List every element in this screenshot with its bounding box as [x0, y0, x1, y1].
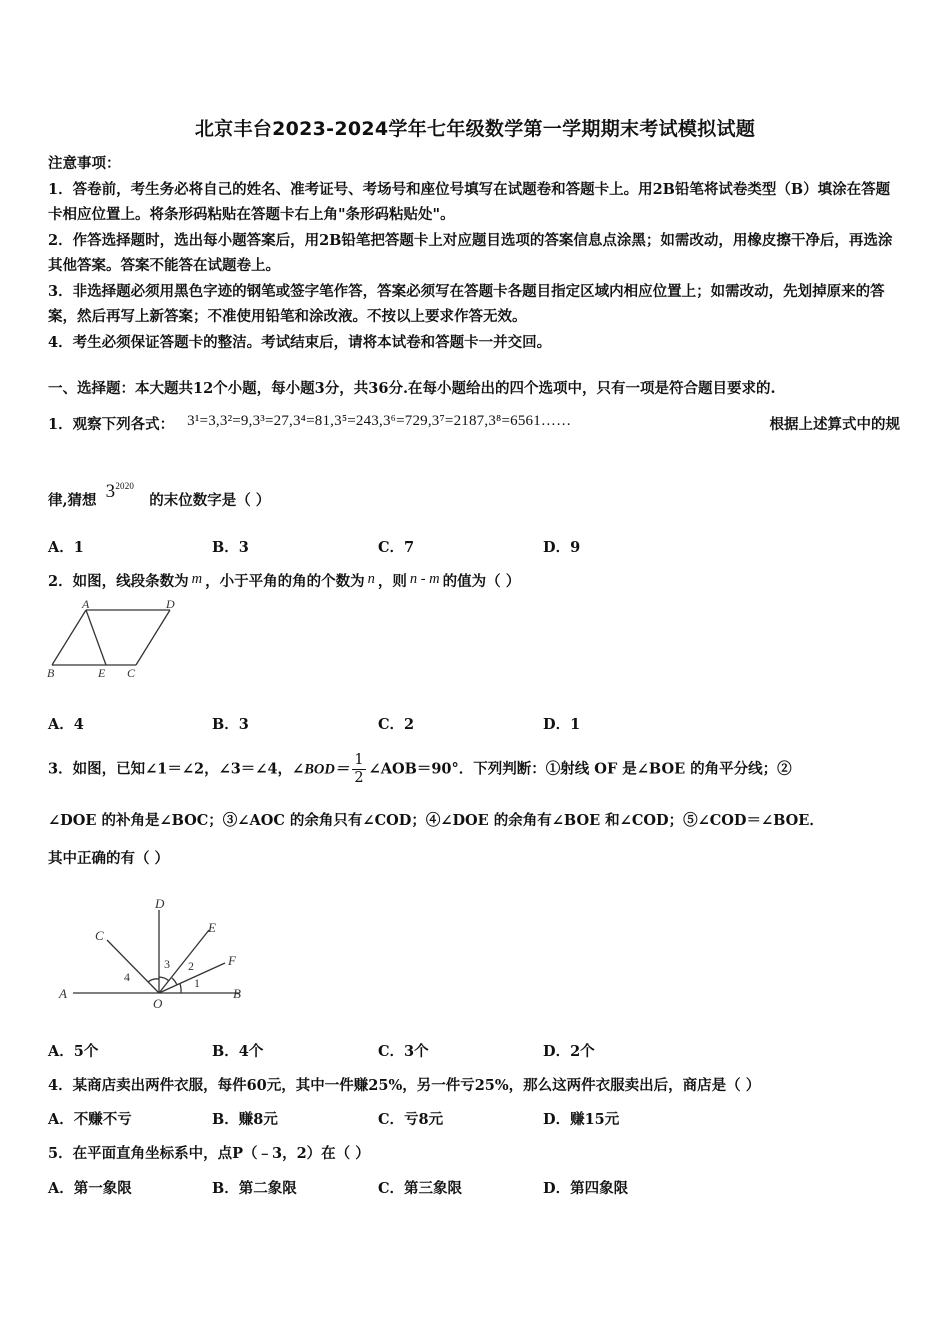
q3-option-a[interactable]: A．5个 — [48, 1043, 99, 1060]
question-5-text: 5．在平面直角坐标系中，点P（﹣3，2）在（ ） — [48, 1145, 370, 1162]
q1-option-c[interactable]: C．7 — [378, 539, 415, 556]
q2-part-1: 2．如图，线段条数为 — [48, 573, 189, 590]
q1-formula: 3¹=3,3²=9,3³=27,3⁴=81,3⁵=243,3⁶=729,3⁷=2187,3⁸=6561…… — [187, 413, 572, 429]
q1-power-exponent: 2020 — [115, 481, 135, 492]
q1-line2-prefix: 律,猜想 — [48, 492, 97, 509]
q3-angle-label-4: 4 — [124, 970, 130, 984]
notice-section — [48, 151, 900, 355]
q3-option-d[interactable]: D．2个 — [543, 1043, 595, 1060]
notice-item-3: 3．非选择题必须用黑色字迹的钢笔或签字笔作答，答案必须写在答题卡各题目指定区域内相应位置上；如需改动，先划掉原来的答案，然后再写上新答案；不准使用铅笔和涂改液。不按以上要求作答无效。 — [48, 282, 885, 325]
question-3-line-2: ∠DOE 的补角是∠BOC；③∠AOC 的余角只有∠COD；④∠DOE 的余角有∠BOE 和∠COD；⑤∠COD＝∠BOE． — [48, 812, 824, 829]
q3-label-b: B — [233, 986, 241, 1001]
q2-m: m — [191, 571, 203, 587]
q3-option-b[interactable]: B．4个 — [212, 1043, 264, 1060]
q4-option-b[interactable]: B．赚8元 — [212, 1111, 278, 1128]
angle-2-arc — [172, 978, 177, 985]
q2-label-b: B — [47, 666, 55, 680]
q3-fraction — [352, 752, 365, 787]
angle-4-arc — [148, 979, 159, 982]
q3-label-f: F — [228, 953, 236, 968]
q3-label-e: E — [208, 920, 216, 935]
q1-suffix: 根据上述算式中的规 — [769, 416, 900, 433]
q4-option-c[interactable]: C．亏8元 — [378, 1111, 444, 1128]
q2-option-b[interactable]: B．3 — [212, 716, 249, 733]
q1-prefix: 1．观察下列各式： — [48, 416, 175, 433]
angle-3-arc — [159, 977, 169, 981]
page-title: 北京丰台2023-2024学年七年级数学第一学期期末考试模拟试题 — [194, 118, 756, 140]
q2-part-2: ，小于平角的角的个数为 — [205, 573, 365, 590]
q3-label-c: C — [95, 928, 104, 943]
q2-label-e: E — [98, 666, 106, 680]
q3-angle-label-1: 1 — [194, 976, 200, 990]
q3-angle-label-2: 2 — [188, 959, 194, 973]
angle-1-arc — [180, 984, 181, 993]
question-3-line-1 — [48, 752, 792, 787]
q2-label-c: C — [127, 666, 136, 680]
q3-part-1: 3．如图，已知∠1＝∠2，∠3＝∠4， — [48, 760, 293, 778]
question-2-text — [48, 570, 520, 591]
q2-figure — [44, 598, 194, 683]
segment-dc — [136, 610, 170, 665]
q5-option-b[interactable]: B．第二象限 — [212, 1180, 297, 1197]
q4-option-a[interactable]: A．不赚不亏 — [48, 1111, 132, 1128]
question-3-line-3: 其中正确的有（ ） — [48, 850, 170, 867]
q5-option-d[interactable]: D．第四象限 — [543, 1180, 629, 1197]
q2-n: n — [367, 571, 375, 587]
q2-part-4: 的值为（ ） — [442, 573, 521, 590]
q3-angle-label-3: 3 — [164, 957, 170, 971]
q4-option-d[interactable]: D．赚15元 — [543, 1111, 620, 1128]
q1-option-d[interactable]: D．9 — [543, 539, 581, 556]
question-1-line-1 — [48, 413, 900, 434]
q5-option-a[interactable]: A．第一象限 — [48, 1180, 132, 1197]
q3-label-o: O — [153, 996, 163, 1011]
notice-item-2: 2．作答选择题时，选出每小题答案后，用2B铅笔把答题卡上对应题目选项的答案信息点涂黑；如需改动，用橡皮擦干净后，再选涂其他答案。答案不能答在试题卷上。 — [48, 231, 893, 274]
q1-option-b[interactable]: B．3 — [212, 539, 249, 556]
segment-ae — [86, 610, 106, 665]
section-heading: 一、选择题：本大题共12个小题，每小题3分，共36分.在每小题给出的四个选项中，只有一项是符合题目要求的. — [48, 380, 776, 397]
q3-part-2: ∠AOB＝90°．下列判断：①射线 OF 是∠BOE 的角平分线；② — [368, 760, 792, 778]
question-1-line-2 — [48, 481, 271, 511]
q3-figure — [55, 890, 280, 1015]
q3-bod: ∠BOD＝ — [292, 761, 350, 778]
q2-part-3: ，则 — [377, 573, 407, 590]
ray-oc — [107, 940, 159, 993]
question-4-text: 4．某商店卖出两件衣服，每件60元，其中一件赚25%，另一件亏25%，那么这两件衣服卖出后，商店是（ ） — [48, 1077, 761, 1094]
q3-fraction-denominator: 2 — [354, 770, 364, 786]
q3-fraction-numerator: 1 — [354, 752, 364, 768]
q1-power-base: 3 — [105, 481, 116, 502]
notice-item-1: 1．答卷前，考生务必将自己的姓名、准考证号、考场号和座位号填写在试题卷和答题卡上。用2B铅笔将试卷类型（B）填涂在答题卡相应位置上。将条形码粘贴在答题卡右上角"条形码粘贴处"。 — [48, 180, 891, 223]
q2-label-d: D — [166, 598, 175, 611]
q2-option-c[interactable]: C．2 — [378, 716, 415, 733]
q1-option-a[interactable]: A．1 — [48, 539, 84, 556]
q3-option-c[interactable]: C．3个 — [378, 1043, 429, 1060]
q1-line2-suffix: 的末位数字是（ ） — [149, 492, 271, 509]
q2-option-d[interactable]: D．1 — [543, 716, 581, 733]
q5-option-c[interactable]: C．第三象限 — [378, 1180, 463, 1197]
notice-heading: 注意事项： — [48, 155, 121, 172]
q3-label-d: D — [155, 896, 165, 911]
q2-expression: n - m — [409, 571, 440, 587]
segment-ab — [52, 610, 86, 665]
q2-label-a: A — [82, 598, 90, 611]
q2-option-a[interactable]: A．4 — [48, 716, 84, 733]
q3-label-a: A — [59, 986, 67, 1001]
notice-item-4: 4．考生必须保证答题卡的整洁。考试结束后，请将本试卷和答题卡一并交回。 — [48, 333, 552, 351]
